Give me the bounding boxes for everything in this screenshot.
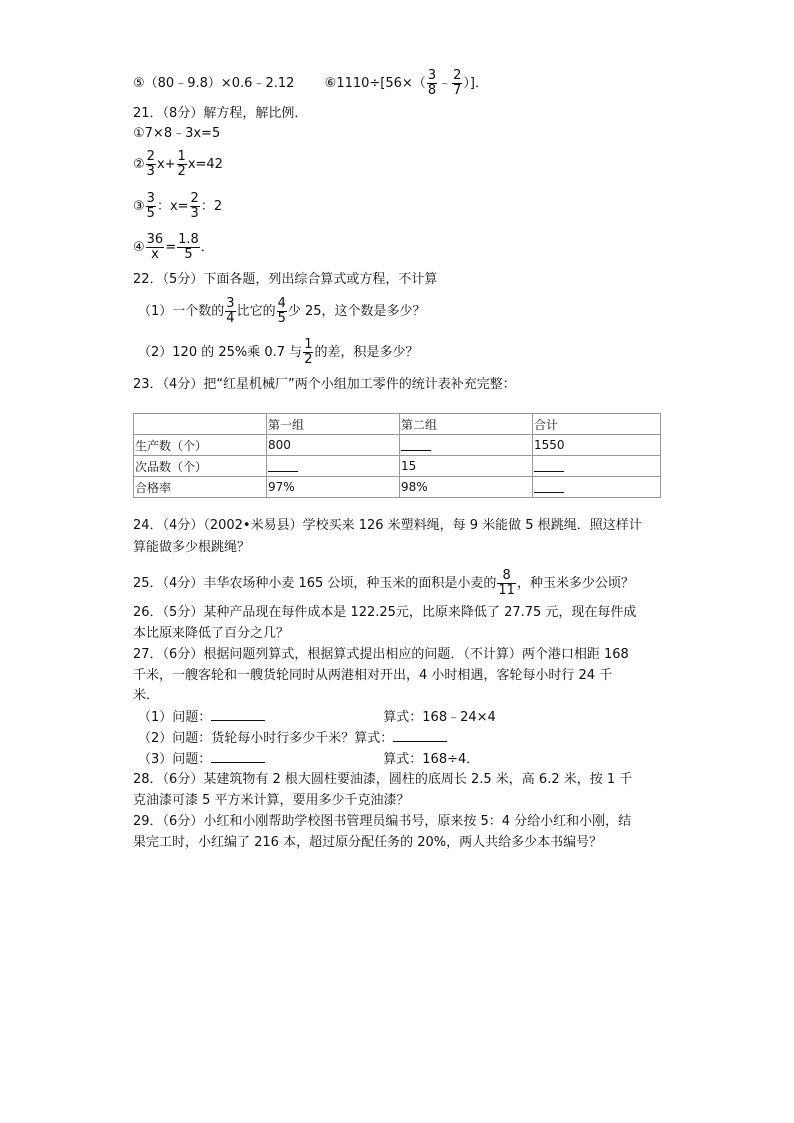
q27-row-2: （2）问题：货轮每小时行多少千米？算式：	[138, 728, 447, 749]
q24-line-1: 24．（4分）（2002•米易县）学校买来 126 米塑料绳，每 9 米能做 5 根跳绳．照这样计	[133, 518, 642, 533]
answer-blank[interactable]	[393, 728, 447, 742]
q27-row-3: （3）问题： 算式：168÷4．	[138, 749, 479, 770]
q23-title: 23．（4分）把“红星机械厂”两个小组加工零件的统计表补充完整：	[133, 377, 516, 392]
fraction: $\frac{3}{4}$	[226, 296, 235, 326]
q22-title: 22．（5分）下面各题，列出综合算式或方程，不计算	[133, 272, 438, 287]
q24-line-2: 算能做多少根跳绳？	[133, 540, 251, 555]
table-cell-blank[interactable]	[267, 456, 400, 477]
q25-line: 25．（4分）丰华农场种小麦 165 公顷，种玉米的面积是小麦的 $\frac{8}{11}$ ，种玉米多少公顷？	[133, 568, 634, 598]
table-row	[134, 456, 661, 477]
table-header-cell	[134, 414, 267, 435]
fraction: $\frac{2}{3}$	[190, 191, 199, 221]
q27-row-1: （1）问题： 算式：168﹣24×4	[138, 707, 496, 728]
table-cell-blank[interactable]	[400, 435, 533, 456]
fraction: $\frac{36}{x}$	[146, 232, 164, 262]
fraction: $\frac{3}{8}$	[427, 68, 437, 98]
q29-line-1: 29．（6分）小红和小刚帮助学校图书管理员编书号，原来按 5：4 分给小红和小刚，结	[133, 814, 632, 829]
q27-line-1: 27．（6分）根据问题列算式，根据算式提出相应的问题．（不计算）两个港口相距 168	[133, 647, 629, 662]
q29-line-2: 果完工时，小红编了 216 本，超过原分配任务的 20%，两人共给多少本书编号？	[133, 835, 603, 850]
q21-equation-3: ③ $\frac{3}{5}$ ：x= $\frac{2}{3}$ ：2	[133, 191, 223, 221]
statistics-table	[133, 413, 661, 498]
q20-continuation	[133, 69, 488, 98]
q21-equation-4: ④ $\frac{36}{x}$ = $\frac{1.8}{5}$ ．	[133, 232, 214, 262]
table-cell: 98%	[400, 477, 533, 498]
table-cell: 合格率	[134, 477, 267, 498]
table-cell: 1550	[533, 435, 661, 456]
q21-equation-1: ①7×8﹣3x=5	[133, 126, 221, 141]
fraction: $\frac{1}{2}$	[177, 149, 186, 179]
q26-line-2: 本比原来降低了百分之几？	[133, 626, 290, 641]
fraction: $\frac{1}{2}$	[304, 337, 313, 367]
table-header-cell: 第一组	[267, 414, 400, 435]
q21-equation-2: ② $\frac{2}{3}$ x+ $\frac{1}{2}$ x=42	[133, 149, 223, 179]
fraction: $\frac{2}{3}$	[146, 149, 155, 179]
table-row	[134, 435, 661, 456]
q20-problem-5: ⑤（80﹣9.8）×0.6﹣2.12	[133, 76, 295, 91]
table-cell: 97%	[267, 477, 400, 498]
q27-line-3: 米．	[133, 688, 160, 703]
q21-title: 21．（8分）解方程，解比例．	[133, 106, 308, 121]
fraction: $\frac{1.8}{5}$	[178, 232, 199, 262]
table-row	[134, 477, 661, 498]
table-cell-blank[interactable]	[533, 477, 661, 498]
table-cell: 生产数（个）	[134, 435, 267, 456]
table-header-row	[134, 414, 661, 435]
table-cell: 次品数（个）	[134, 456, 267, 477]
q26-line-1: 26．（5分）某种产品现在每件成本是 122.25元，比原来降低了 27.75 元，现在每件成	[133, 605, 637, 620]
table-cell: 800	[267, 435, 400, 456]
table-header-cell: 第二组	[400, 414, 533, 435]
fraction: $\frac{2}{7}$	[453, 68, 462, 98]
q27-line-2: 千米，一艘客轮和一艘货轮同时从两港相对开出，4 小时相遇，客轮每小时行 24 千	[133, 668, 613, 683]
fraction: $\frac{8}{11}$	[498, 568, 515, 598]
q20-problem-6: ⑥1110÷[56×（ $\frac{3}{8}$ ﹣ $\frac{2}{7}$ ）]．	[324, 68, 488, 98]
table-header-cell: 合计	[533, 414, 661, 435]
table-cell: 15	[400, 456, 533, 477]
answer-blank[interactable]	[211, 707, 265, 721]
q28-line-2: 克油漆可漆 5 平方米计算，要用多少千克油漆？	[133, 793, 410, 808]
fraction: $\frac{4}{5}$	[277, 296, 286, 326]
q22-sub-1: （1）一个数的 $\frac{3}{4}$ 比它的 $\frac{4}{5}$ 少 25，这个数是多少？	[138, 296, 426, 326]
fraction: $\frac{3}{5}$	[146, 191, 155, 221]
q22-sub-2: （2）120 的 25%乘 0.7 与 $\frac{1}{2}$ 的差，积是多少？	[138, 337, 419, 367]
table-cell-blank[interactable]	[533, 456, 661, 477]
q28-line-1: 28．（6分）某建筑物有 2 根大圆柱要油漆，圆柱的底周长 2.5 米，高 6.2 米，按 1 千	[133, 772, 633, 787]
answer-blank[interactable]	[211, 749, 265, 763]
